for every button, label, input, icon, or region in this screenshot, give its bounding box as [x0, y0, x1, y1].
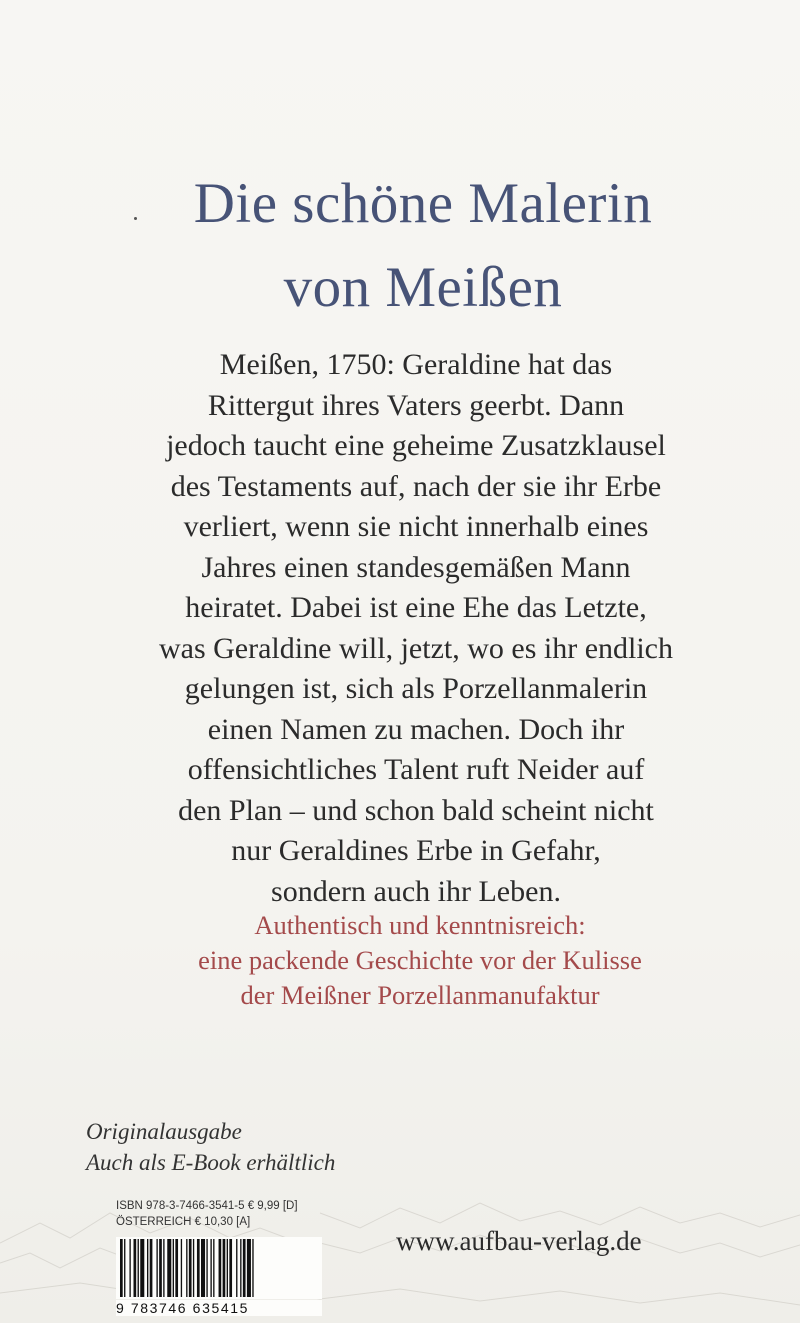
- blurb-line: offensichtliches Talent ruft Neider auf: [187, 753, 645, 786]
- barcode-bar: [167, 1239, 171, 1297]
- tagline-line: der Meißner Porzellanmanufaktur: [240, 980, 600, 1010]
- edition-info: [86, 1116, 335, 1178]
- blurb-line: was Geraldine will, jetzt, wo es ihr endlich: [158, 631, 673, 665]
- tagline: [140, 908, 700, 1013]
- barcode-bar: [134, 1239, 137, 1297]
- blurb-line: den Plan – und schon bald scheint nicht: [178, 793, 654, 827]
- barcode-bar: [236, 1239, 237, 1297]
- blurb-text: [60, 345, 772, 912]
- barcode-bar: [173, 1239, 174, 1297]
- blurb-line: jedoch taucht eine geheime Zusatzklausel: [166, 429, 666, 462]
- barcode-bar: [210, 1239, 211, 1297]
- barcode-bar: [147, 1239, 148, 1297]
- blurb-line: heiratet. Dabei ist eine Ehe das Letzte,: [185, 591, 647, 624]
- barcode-bar: [243, 1239, 246, 1297]
- barcode: [116, 1237, 322, 1299]
- barcode-bar: [252, 1239, 253, 1297]
- blurb-line: Meißen, 1750: Geraldine hat das: [219, 348, 613, 381]
- barcode-bar: [156, 1239, 157, 1297]
- barcode-bar: [189, 1239, 192, 1297]
- publisher-website[interactable]: www.aufbau-verlag.de: [396, 1226, 642, 1256]
- isbn-price-info: [116, 1198, 298, 1230]
- barcode-bar: [150, 1239, 153, 1297]
- barcode-bar: [193, 1239, 194, 1297]
- barcode-bar: [206, 1239, 207, 1297]
- blurb-line: Rittergut ihres Vaters geerbt. Dann: [207, 388, 625, 422]
- barcode-bar: [247, 1239, 251, 1297]
- blurb-line: verliert, wenn sie nicht innerhalb eines: [183, 510, 649, 543]
- book-title-line-2: von Meißen: [283, 256, 563, 319]
- barcode-bar: [163, 1239, 164, 1297]
- barcode-bar: [213, 1239, 214, 1297]
- barcode-bar: [219, 1239, 222, 1297]
- edition-ebook: Auch als E-Book erhältlich: [86, 1150, 336, 1175]
- book-title-line-1: Die schöne Malerin: [193, 172, 653, 235]
- barcode-bar: [175, 1239, 178, 1297]
- barcode-bar: [197, 1239, 200, 1297]
- barcode-number: 9 783746 635415: [116, 1300, 322, 1316]
- barcode-bar: [227, 1239, 228, 1297]
- barcode-bar: [138, 1239, 139, 1297]
- barcode-bar: [129, 1239, 130, 1297]
- tagline-line: eine packende Geschichte vor der Kulisse: [198, 945, 642, 975]
- blurb-line: einen Namen zu machen. Doch ihr: [207, 712, 625, 746]
- barcode-bar: [186, 1239, 187, 1297]
- barcode-bar: [201, 1239, 205, 1297]
- barcode-bar: [140, 1239, 144, 1297]
- barcode-bar: [159, 1239, 162, 1297]
- barcode-bar: [223, 1239, 226, 1297]
- edition-original: Originalausgabe: [86, 1119, 242, 1144]
- barcode-bar: [181, 1239, 182, 1297]
- blurb-line: sondern auch ihr Leben.: [271, 874, 561, 908]
- blurb-line: nur Geraldines Erbe in Gefahr,: [231, 834, 601, 867]
- barcode-bar: [120, 1239, 123, 1297]
- tagline-line: Authentisch und kenntnisreich:: [254, 910, 586, 940]
- barcode-bar: [124, 1239, 125, 1297]
- barcode-bar: [229, 1239, 232, 1297]
- austria-price-line: ÖSTERREICH € 10,30 [A]: [116, 1216, 251, 1228]
- isbn-line: ISBN 978-3-7466-3541-5 € 9,99 [D]: [116, 1200, 298, 1212]
- barcode-bar: [240, 1239, 241, 1297]
- book-title: [0, 162, 800, 330]
- blurb-line: gelungen ist, sich als Porzellanmalerin: [184, 672, 648, 705]
- blurb-line: des Testaments auf, nach der sie ihr Erbe: [170, 469, 662, 503]
- blurb-line: Jahres einen standesgemäßen Mann: [201, 550, 631, 584]
